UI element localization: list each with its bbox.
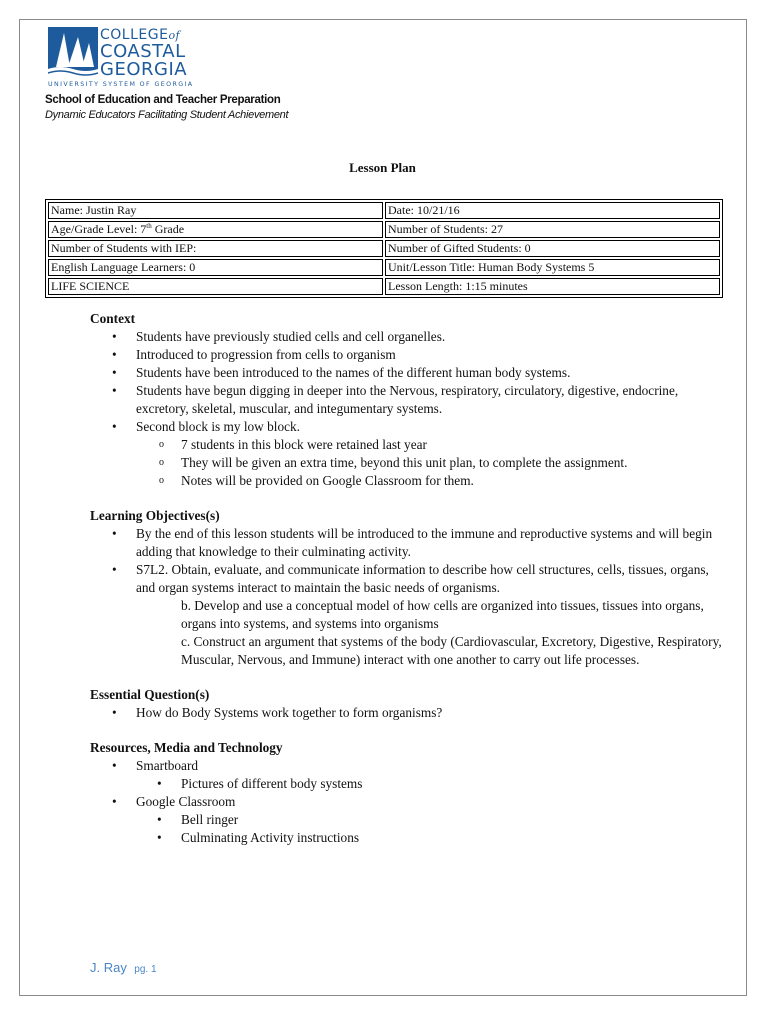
list-subitem: o 7 students in this block were retained last year <box>90 436 730 454</box>
table-cell: LIFE SCIENCE <box>48 278 383 295</box>
logo-line-georgia: GEORGIA <box>100 59 188 80</box>
logo-line-coastal: COASTAL <box>100 41 186 62</box>
list-item: • Google Classroom <box>90 793 730 811</box>
table-cell: Unit/Lesson Title: Human Body Systems 5 <box>385 259 720 276</box>
table-cell: Lesson Length: 1:15 minutes <box>385 278 720 295</box>
context-section <box>90 310 730 490</box>
list-item: • Introduced to progression from cells to organism <box>90 346 730 364</box>
list-item: • By the end of this lesson students will be introduced to the immune and reproductive systems and will begin adding that knowledge to their culminating activity. <box>90 525 730 561</box>
lesson-info-table <box>45 199 723 298</box>
list-item: • Students have been introduced to the names of the different human body systems. <box>90 364 730 382</box>
list-item: • Students have begun digging in deeper into the Nervous, respiratory, circulatory, digestive, endocrine, excretory, skeletal, muscular, and integumentary systems. <box>90 382 730 418</box>
context-list <box>90 328 730 490</box>
school-tagline: Dynamic Educators Facilitating Student Achievement <box>45 109 289 121</box>
logo-line-usg: UNIVERSITY SYSTEM OF GEORGIA <box>48 81 194 88</box>
table-cell: Number of Students: 27 <box>385 221 720 238</box>
list-subitem: • Bell ringer <box>90 811 730 829</box>
objectives-heading: Learning Objectives(s) <box>90 508 220 523</box>
table-cell: Number of Students with IEP: <box>48 240 383 257</box>
sailboat-icon <box>48 27 98 79</box>
list-item: • Second block is my low block. <box>90 418 730 436</box>
table-cell: Number of Gifted Students: 0 <box>385 240 720 257</box>
table-row <box>48 202 720 219</box>
footer-author: J. Ray <box>90 960 127 975</box>
list-item: • Students have previously studied cells and cell organelles. <box>90 328 730 346</box>
list-item: • How do Body Systems work together to form organisms? <box>90 704 730 722</box>
table-cell: Date: 10/21/16 <box>385 202 720 219</box>
resources-section <box>90 739 730 847</box>
table-cell: Age/Grade Level: 7th Grade <box>48 221 383 238</box>
resources-list <box>90 757 730 847</box>
page-title: Lesson Plan <box>349 160 416 175</box>
page-footer <box>90 959 157 977</box>
table-row <box>48 221 720 238</box>
list-item: • S7L2. Obtain, evaluate, and communicate information to describe how cell structures, cells, tissues, organs, and organ systems interact to maintain the basic needs of organisms. <box>90 561 730 597</box>
document-page <box>19 19 747 996</box>
list-subitem: o Notes will be provided on Google Classroom for them. <box>90 472 730 490</box>
table-row <box>48 259 720 276</box>
resources-heading: Resources, Media and Technology <box>90 740 283 755</box>
table-cell: Name: Justin Ray <box>48 202 383 219</box>
table-row <box>48 240 720 257</box>
essential-list <box>90 704 730 722</box>
school-name: School of Education and Teacher Preparation <box>45 94 281 106</box>
essential-heading: Essential Question(s) <box>90 687 210 702</box>
logo-line-college: COLLEGEof <box>100 27 181 43</box>
objective-sub-c: c. Construct an argument that systems of the body (Cardiovascular, Excretory, Digestive, Respiratory, Muscular, Nervous, and Immune) interact with one another to carry out life processes. <box>181 634 722 667</box>
lesson-content <box>90 310 730 864</box>
footer-page-number: pg. 1 <box>134 964 157 975</box>
table-cell: English Language Learners: 0 <box>48 259 383 276</box>
context-heading: Context <box>90 311 136 326</box>
objectives-section <box>90 507 730 669</box>
essential-section <box>90 686 730 722</box>
list-subitem: • Culminating Activity instructions <box>90 829 730 847</box>
list-item: • Smartboard <box>90 757 730 775</box>
list-subitem: • Pictures of different body systems <box>90 775 730 793</box>
list-subitem: o They will be given an extra time, beyond this unit plan, to complete the assignment. <box>90 454 730 472</box>
objective-sub-b: b. Develop and use a conceptual model of how cells are organized into tissues, tissues into organs, organs into systems, and systems into organisms <box>181 598 704 631</box>
objectives-list <box>90 525 730 597</box>
table-row <box>48 278 720 295</box>
